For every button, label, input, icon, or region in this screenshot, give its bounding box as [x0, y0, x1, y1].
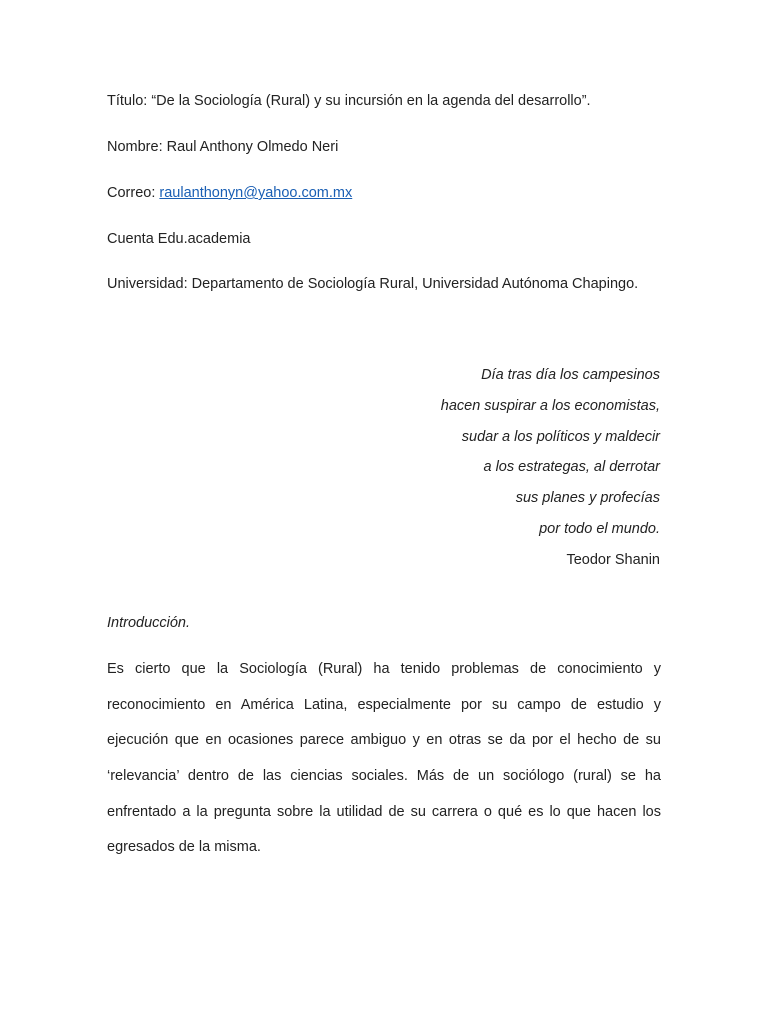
- epigraph-verse: sudar a los políticos y maldecir: [461, 428, 660, 445]
- epigraph-verse: por todo el mundo.: [539, 520, 660, 537]
- university-line: Universidad: Departamento de Sociología Rural, Universidad Autónoma Chapingo.: [107, 276, 639, 292]
- epigraph: [441, 366, 660, 569]
- author-name-line: Nombre: Raul Anthony Olmedo Neri: [107, 139, 339, 155]
- introduction-paragraph: [107, 651, 661, 865]
- epigraph-verse: hacen suspirar a los economistas,: [440, 397, 660, 414]
- epigraph-author: Teodor Shanin: [566, 551, 660, 568]
- paragraph-line: egresados de la misma.: [107, 839, 261, 856]
- epigraph-verse: Día tras día los campesinos: [481, 367, 660, 383]
- title-line: Título: “De la Sociología (Rural) y su incursión en la agenda del desarrollo”.: [107, 93, 591, 109]
- epigraph-verse: sus planes y profecías: [515, 490, 660, 507]
- paragraph-line: reconocimiento en América Latina, especialmente por su campo de estudio y: [107, 696, 661, 713]
- email-line: [107, 184, 352, 202]
- email-label: Correo:: [107, 185, 160, 201]
- account-line: Cuenta Edu.academia: [107, 231, 251, 247]
- paragraph-line: ‘relevancia’ dentro de las ciencias sociales. Más de un sociólogo (rural) se ha: [107, 768, 661, 785]
- paragraph-line: ejecución que en ocasiones parece ambiguo y en otras se da por el hecho de su: [107, 732, 661, 749]
- epigraph-verse: a los estrategas, al derrotar: [483, 459, 660, 476]
- paragraph-line: Es cierto que la Sociología (Rural) ha tenido problemas de conocimiento y: [107, 661, 661, 677]
- introduction-heading: Introducción.: [107, 615, 191, 631]
- paragraph-line: enfrentado a la pregunta sobre la utilidad de su carrera o qué es lo que hacen los: [107, 803, 661, 820]
- email-link[interactable]: raulanthonyn@yahoo.com.mx: [159, 185, 353, 201]
